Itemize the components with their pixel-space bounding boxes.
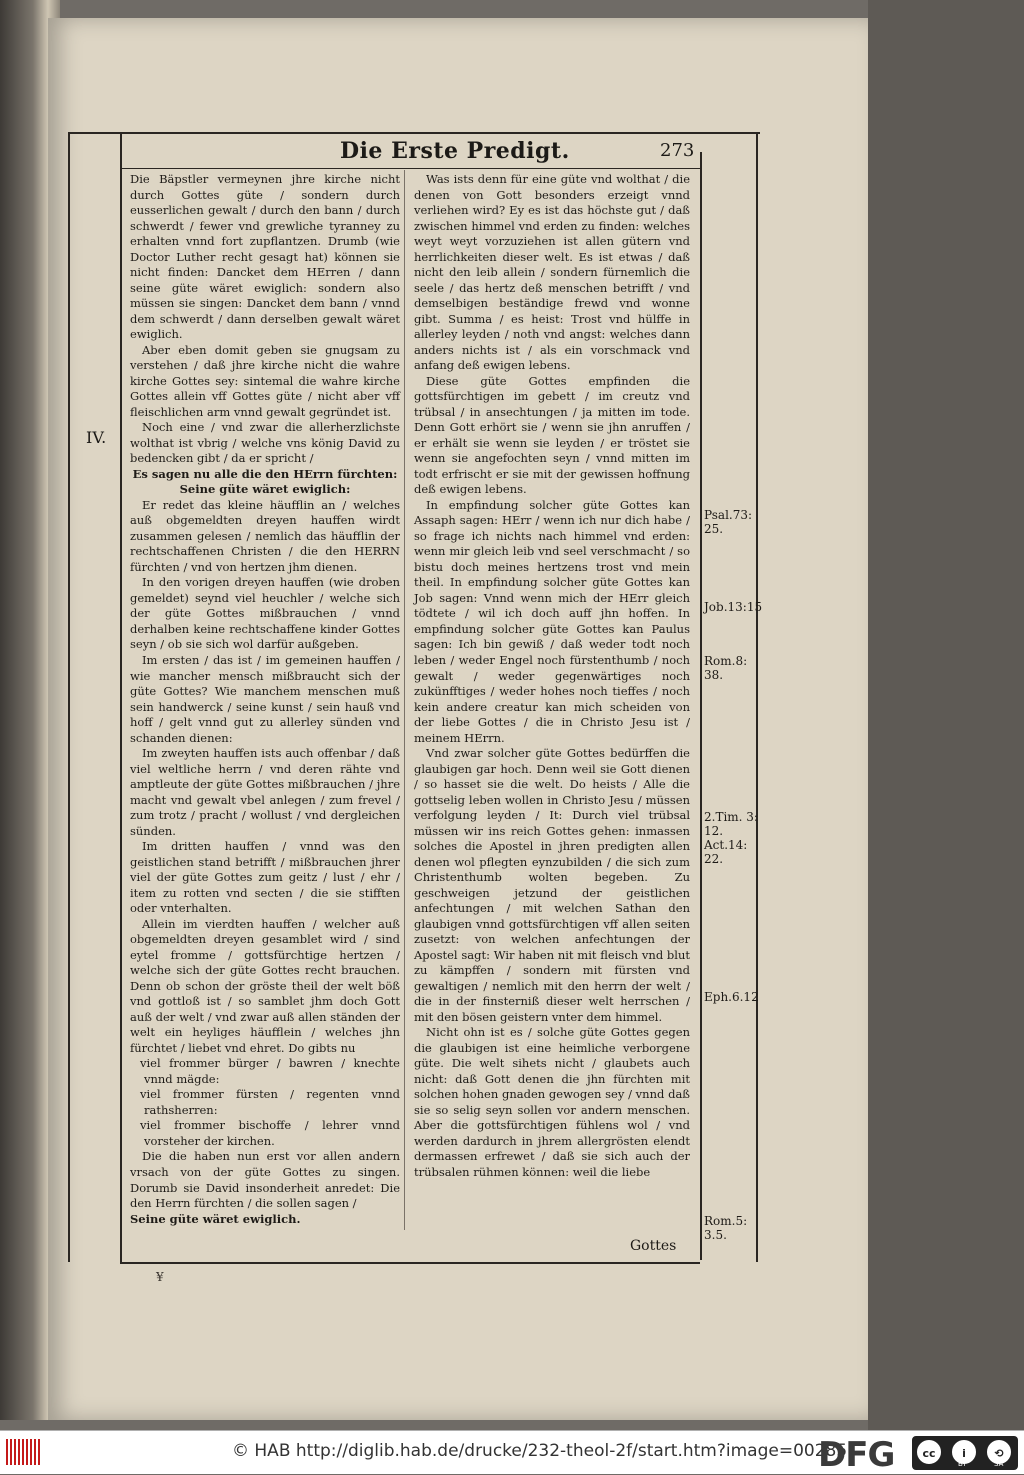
paragraph: Er redet das kleine häufflin an / welches auß obgemeldten dreyen hauffen wirdt zusammen gelesen / nemlich das häufflin der rechtschaffenen Christen / die den HERRN fürchten / vnd von hertzen jhm dienen. — [130, 497, 400, 574]
paragraph: Noch eine / vnd zwar die allerherzlichste wolthat ist vbrig / welche vns könig David zu bedencken gibt / da er spricht / — [130, 420, 400, 466]
closing-line: Seine güte wäret ewiglich. — [130, 1211, 301, 1226]
frame-rule — [120, 132, 122, 1262]
frame-rule — [120, 1262, 700, 1264]
left-column — [130, 172, 400, 1227]
signature-mark: ¥ — [156, 1270, 164, 1284]
paragraph: Im ersten / das ist / im gemeinen hauffen / wie mancher mensch mißbraucht sich der güte Gottes? Wie manchem menschen muß sein handwerck / seine kunst / sein hauß vnd hoff / gelt vnnd gut zu allerley sünden vnd schanden dienen: — [130, 652, 400, 745]
paragraph: In empfindung solcher güte Gottes kan Assaph sagen: HErr / wenn ich nur dich habe / so frage ich nichts nach himmel vnd erden: wenn mir gleich leib vnd seel verschmacht / so bistu doch meines hertzens trost vnd mein theil. In empfindung solcher güte Gottes kan Job sagen: Vnnd wenn mich der HErr gleich tödtete / wil ich doch auff jhn hoffen. In empfindung solcher güte Gottes kan Paulus sagen: Ich bin gewiß / daß weder todt noch leben / weder Engel noch fürstenthumb / noch gewalt / weder gegenwärtiges noch zukünfftiges / weder hohes noch tieffes / noch kein andere creatur kan mich scheiden von der liebe Gottes / die in Christo Jesu ist / meinem HErrn. — [414, 497, 690, 745]
share-alike-icon: ⟲ — [987, 1440, 1011, 1464]
paragraph: Im zweyten hauffen ists auch offenbar / daß viel weltliche herrn / vnd deren rähte vnd amptleute der güte Gottes mißbrauchen / jhre macht vnd gewalt vbel anlegen / zum frevel / zum trotz / pracht / wollust / vnd dergleichen sünden. — [130, 746, 400, 838]
paragraph: In den vorigen dreyen hauffen (wie droben gemeldet) seynd viel heuchler / welche sich der güte Gottes mißbrauchen / vnnd derhalben keine rechtschaffene kinder Gottes seyn / ob sie sich wol darfür außgeben. — [130, 575, 400, 652]
license-caption: SA — [994, 1460, 1004, 1468]
right-column — [414, 172, 690, 1181]
paragraph: Die Bäpstler vermeynen jhre kirche nicht durch Gottes güte / sondern durch eusserlichen gewalt / durch den bann / durch schwerdt / fewer vnd grewliche tyranney zu erhalten vnnd fort zupflantzen. Drumb (wie Doctor Luther recht gesagt hat) können sie nicht finden: Dancket dem HErren / dann seine güte wäret ewiglich: sondern also müssen sie singen: Dancket dem bann / vnnd dem schwerdt / dann derselben gewalt wäret ewiglich. — [130, 172, 400, 342]
source-credit-link[interactable]: © HAB http://diglib.hab.de/drucke/232-theol-2f/start.htm?image=00285 — [232, 1441, 848, 1461]
cc-license-badge[interactable] — [912, 1436, 1018, 1470]
margin-note: Job.13:15 — [704, 600, 763, 614]
frame-rule — [70, 132, 760, 134]
paragraph: Vnd zwar solcher güte Gottes bedürffen die glaubigen gar hoch. Denn weil sie Gott dienen / so hasset sie die welt. Do heists / Alle die gottselig leben wollen in Christo Jesu / müssen verfolgung leyden / It: Durch viel trübsal müssen wir ins reich Gottes gehen: inmassen solches die Apostel in jhren predigten allen denen wol pflegten eynzubilden / die sich zum Christenthumb wolten begeben. Zu geschweigen jetzund der geistlichen anfechtungen / mit welchen Sathan den glaubigen vnnd gottsfürchtigen vff allen seiten zusetzt: von welchen anfechtungen der Apostel sagt: Wir haben nit mit fleisch vnd blut zu kämpffen / sondern mit fürsten vnd gewaltigen / nemlich mit den herrn der welt / die in der finsterniß dieser welt herrschen / mit den bösen geistern vnter dem himmel. — [414, 746, 690, 1024]
paragraph: Die die haben nun erst vor allen andern vrsach von der güte Gottes zu singen. Dorumb sie David insonderheit anredet: Die den Herrn fürchten / die sollen sagen / — [130, 1149, 400, 1211]
margin-note: Rom.8: 38. — [704, 654, 748, 682]
paragraph: Nicht ohn ist es / solche güte Gottes gegen die glaubigen ist eine heimliche verborgene güte. Die welt sihets nicht / glaubets auch nicht: daß Gott denen die jhn fürchten mit solchen hohen gnaden gewogen sey / vnnd daß sie so selig seyn sollen vor andern menschen. Aber die gottsfürchtigen fühlens wol / vnd werden dardurch in jhrem allergrösten elendt dermassen erfrewet / daß sie sich auch der trübsalen rühmen können: weil die liebe — [414, 1025, 690, 1179]
margin-note: 2.Tim. 3: 12. Act.14: 22. — [704, 810, 758, 866]
paragraph: Diese güte Gottes empfinden die gottsfürchtigen im gebett / im creutz vnd trübsal / in ansechtungen / ja mitten im tode. Denn Gott erhört sie / wenn sie jhn anruffen / er erhält sie wenn sie leyden / er tröstet sie wenn sie angefochten seyn / vnnd mitten im todt erfrischt er sie mit der gewissen hoffnung deß ewigen lebens. — [414, 373, 690, 497]
dfg-logo: DFG — [818, 1435, 895, 1475]
frame-rule — [68, 132, 70, 1262]
license-caption: BY — [958, 1460, 967, 1468]
scan-background — [868, 0, 1024, 1430]
paragraph: Allein im vierdten hauffen / welcher auß obgemeldten dreyen gesamblet wird / sind eytel fromme / gottsfürchtige hertzen / welche sich der güte Gottes recht brauchen. Denn ob schon der gröste theil der welt böß vnd gottloß ist / so samblet jhm doch Gott auß der welt / vnd zwar auß allen ständen der welt ein heyliges häufflein / welches jhn fürchtet / liebet vnd ehret. Do gibts nu — [130, 916, 400, 1055]
list-item: viel frommer bürger / bawren / knechte vnnd mägde: — [140, 1056, 400, 1086]
margin-note: Rom.5: 3.5. — [704, 1214, 748, 1242]
page-number: 273 — [660, 140, 695, 161]
catchword: Gottes — [630, 1238, 677, 1254]
frame-rule — [700, 152, 702, 1260]
frame-rule — [756, 132, 758, 1262]
margin-note: Eph.6.12 — [704, 990, 759, 1004]
paragraph: Was ists denn für eine güte vnd wolthat / die denen von Gott besonders erzeigt vnnd verliehen wird? Ey es ist das höchste gut / daß zwischen himmel vnd erden zu finden: welches weyt weyt vorzuziehen ist allen gütern vnd herrlichkeiten dieser welt. Es ist etwas / daß nicht den leib allein / sondern fürnemlich die seele / das hertz deß menschen betrifft / vnd demselbigen beständige frewd vnd wonne gibt. Summa / es heist: Trost vnd hülffe in allerley leyden / noth vnd angst: welches dann anders nichts ist / als ein vorschmack vnd anfang deß ewigen lebens. — [414, 172, 690, 373]
paragraph: Aber eben domit geben sie gnugsam zu verstehen / daß jhre kirche nicht die wahre kirche Gottes sey: sintemal die wahre kirche Gottes allein vff Gottes güte / nicht aber vff fleischlichen arm vnnd gewalt gegründet ist. — [130, 342, 400, 419]
scripture-heading: Es sagen nu alle die den HErrn fürchten: Seine güte wäret ewiglich: — [132, 466, 398, 497]
list-item: viel frommer fürsten / regenten vnnd rathsherren: — [140, 1087, 400, 1117]
barcode-icon — [6, 1439, 42, 1465]
section-numeral: IV. — [86, 428, 107, 447]
running-head: Die Erste Predigt. — [340, 138, 570, 164]
header-rule — [120, 168, 700, 169]
viewer-footer — [0, 1430, 1024, 1474]
margin-note: Psal.73: 25. — [704, 508, 753, 536]
list-item: viel frommer bischoffe / lehrer vnnd vorsteher der kirchen. — [140, 1118, 400, 1148]
cc-icon: cc — [917, 1440, 941, 1464]
paragraph: Im dritten hauffen / vnnd was den geistlichen stand betrifft / mißbrauchen jhrer viel der güte Gottes zum geitz / lust / ehr / item zu rotten vnd secten / die sie stifften oder vnterhalten. — [130, 839, 400, 916]
column-divider — [404, 170, 405, 1230]
attribution-icon: i — [952, 1440, 976, 1464]
